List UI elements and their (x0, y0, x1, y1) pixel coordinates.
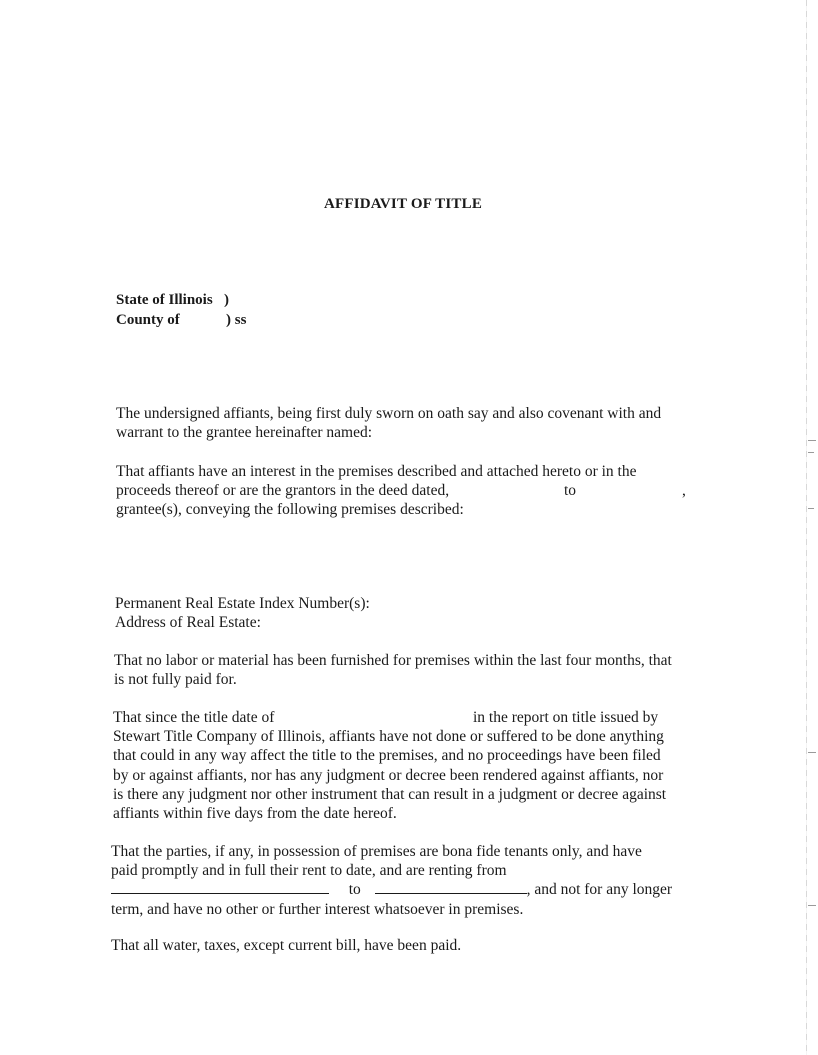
text-segment: , and not for any longer (526, 881, 673, 899)
pin-label: Permanent Real Estate Index Number(s): (115, 595, 370, 612)
text-line (113, 708, 666, 727)
text-line: term, and have no other or further interest whatsoever in premises. (111, 900, 524, 918)
document-title: AFFIDAVIT OF TITLE (323, 196, 483, 212)
text-segment: , (682, 482, 686, 500)
paragraph-property-ids (115, 594, 370, 632)
text-line: affiants within five days from the date hereof. (113, 804, 397, 822)
text-segment: in the report on title issued by (473, 709, 659, 726)
paragraph-oath (116, 404, 661, 442)
paragraph-tenants (111, 842, 672, 919)
blank-field-from[interactable] (111, 880, 329, 894)
county-row (116, 310, 247, 330)
text-line: warrant to the grantee hereinafter named: (116, 424, 373, 442)
text-line (111, 880, 672, 899)
text-line: by or against affiants, nor has any judgment or decree been rendered against affiants, nor (113, 766, 664, 784)
paragraph-water-taxes (111, 936, 461, 955)
state-paren: ) (224, 292, 229, 308)
scan-mark (808, 452, 814, 453)
text-line: That no labor or material has been furnished for premises within the last four months, that (114, 652, 672, 669)
scan-mark (808, 508, 814, 509)
paragraph-interest (116, 462, 686, 520)
text-line: That the parties, if any, in possession of premises are bona fide tenants only, and have (111, 843, 642, 860)
text-line: is not fully paid for. (114, 671, 237, 689)
paragraph-labor (114, 651, 672, 689)
state-label: State of Illinois (116, 292, 213, 308)
county-label: County of (116, 312, 180, 328)
text-segment: to (348, 881, 361, 899)
text-line (116, 481, 686, 500)
text-line: grantee(s), conveying the following premises described: (116, 501, 464, 519)
text-line: The undersigned affiants, being first duly sworn on oath say and also covenant with and (116, 405, 662, 422)
address-label: Address of Real Estate: (115, 614, 261, 632)
text-line: Stewart Title Company of Illinois, affiants have not done or suffered to be done anything (113, 728, 664, 746)
paragraph-title-date (113, 708, 666, 823)
text-segment: to (564, 482, 577, 500)
scan-mark (808, 752, 816, 753)
text-line: That affiants have an interest in the premises described and attached hereto or in the (116, 463, 637, 480)
text-line: is there any judgment nor other instrument that can result in a judgment or decree against (113, 785, 667, 803)
scan-mark (808, 905, 816, 906)
text-line: that could in any way affect the title to the premises, and no proceedings have been filed (113, 747, 661, 765)
county-paren: ) ss (226, 312, 247, 328)
state-row (116, 290, 229, 310)
text-segment: That since the title date of (113, 709, 275, 726)
text-line: That all water, taxes, except current bill, have been paid. (111, 937, 462, 954)
venue-caption (116, 290, 247, 330)
scan-edge (806, 0, 807, 1055)
blank-field-to[interactable] (375, 880, 527, 894)
text-line: paid promptly and in full their rent to date, and are renting from (111, 862, 507, 880)
scan-mark (808, 440, 816, 441)
text-segment: proceeds thereof or are the grantors in the deed dated, (116, 482, 450, 500)
